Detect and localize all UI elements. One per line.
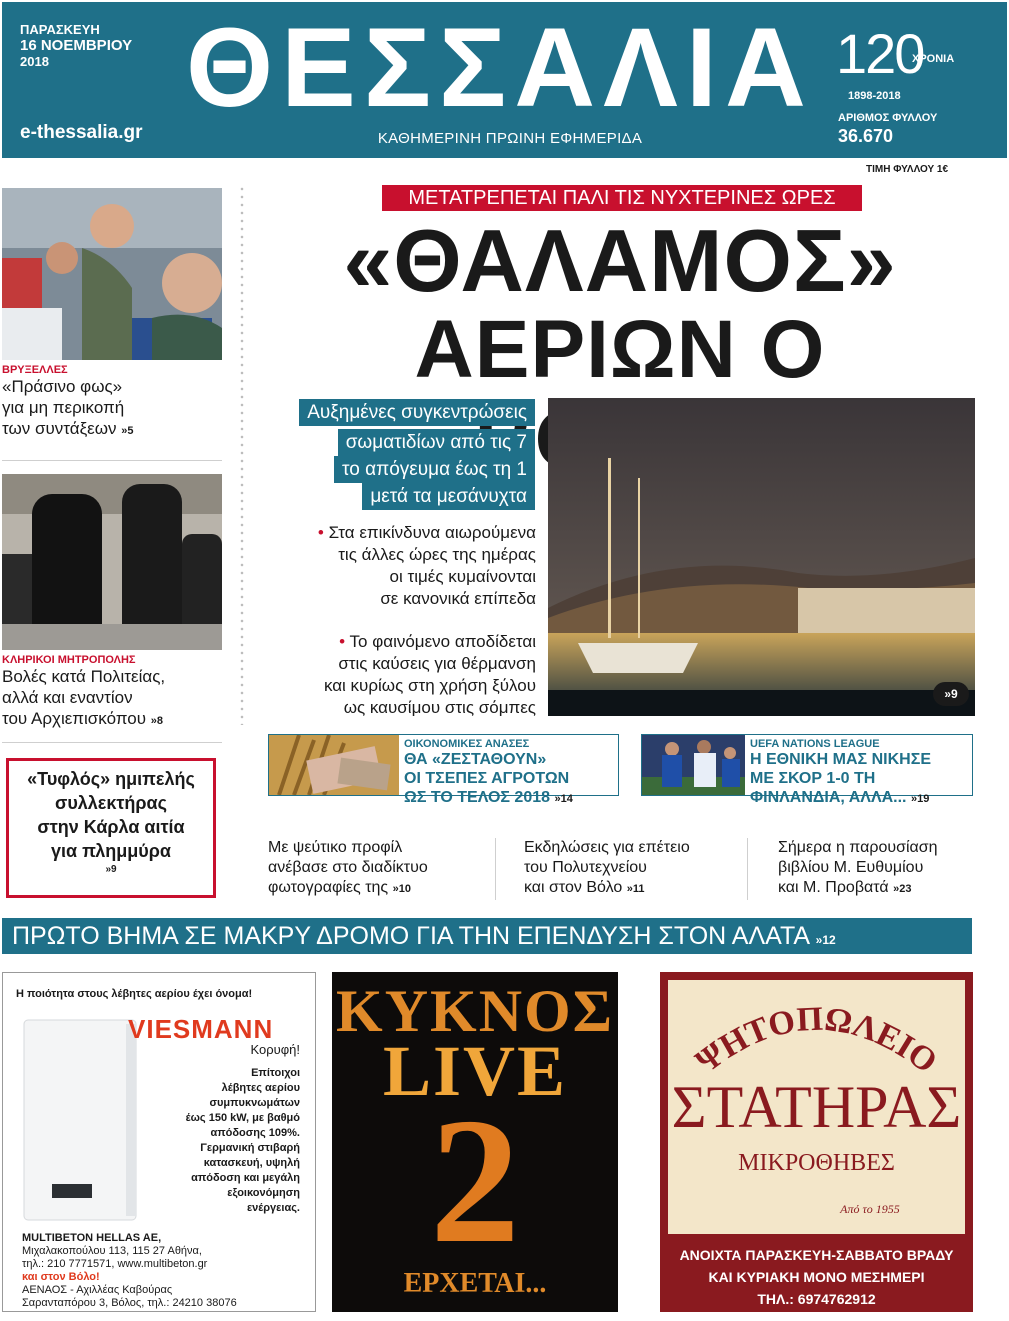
teaser-title-line [750, 788, 972, 809]
banner-alatas-investment[interactable] [2, 918, 972, 954]
anniversary-years: 1898-2018 [848, 90, 901, 102]
newspaper-logo: ΘΕΣΣΑΛΙΑ [186, 5, 814, 130]
brief-line [268, 878, 488, 899]
story-karla-collector[interactable] [6, 758, 216, 898]
ad-slogan: Κορυφή! [250, 1042, 300, 1057]
bullet-line: στις καύσεις για θέρμανση [338, 654, 536, 673]
pensioners-protest-photo[interactable] [2, 188, 222, 360]
teaser-kicker: ΟΙΚΟΝΟΜΙΚΕΣ ΑΝΑΣΕΣ [404, 738, 530, 750]
story-kicker: ΚΛΗΡΙΚΟΙ ΜΗΤΡΟΠΟΛΗΣ [2, 654, 136, 666]
ad-body-line: Γερμανική στιβαρή [200, 1142, 300, 1154]
kyknos-title: ΚΥΚΝΟΣ [336, 978, 614, 1044]
lead-strapline: ΜΕΤΑΤΡΕΠΕΤΑΙ ΠΑΛΙ ΤΙΣ ΝΥΧΤΕΡΙΝΕΣ ΩΡΕΣ [382, 185, 862, 211]
teaser-national-team-text [750, 738, 972, 809]
ad-volos: και στον Βόλο! [22, 1271, 100, 1283]
bullet-text: Στα επικίνδυνα αιωρούμενα [328, 523, 536, 542]
bullet-line: τις άλλες ώρες της ημέρας [338, 545, 536, 564]
issue-date [20, 22, 132, 70]
issue-year: 2018 [20, 54, 49, 69]
bullet-dot-icon: • [339, 632, 346, 651]
website-link[interactable]: e-thessalia.gr [20, 122, 143, 143]
story-clergy[interactable] [2, 654, 232, 732]
brief-line: Εκδηλώσεις για επέτειο [524, 839, 690, 856]
page-reference: »5 [121, 425, 134, 437]
boiler-product-image [22, 1018, 142, 1224]
ad-hours-line: ΚΑΙ ΚΥΡΙΑΚΗ ΜΟΝΟ ΜΕΣΗΜΕΡΙ [708, 1269, 925, 1285]
ad-viessmann-contact [22, 1232, 312, 1310]
story-kicker: ΒΡΥΞΕΛΛΕΣ [2, 364, 68, 376]
kyknos-coming: ΕΡΧΕΤΑΙ... [403, 1268, 547, 1299]
brief-text: και στον Βόλο [524, 879, 623, 896]
bullet-text: Το φαινόμενο αποδίδεται [349, 632, 536, 651]
story-line: για μη περικοπή [2, 398, 125, 417]
kyknos-number: 2 [430, 1081, 520, 1280]
story-line: Βολές κατά Πολιτείας, [2, 667, 166, 686]
brief-line [524, 878, 744, 899]
page-reference: »23 [893, 883, 912, 895]
story-line-text: των συντάξεων [2, 419, 117, 438]
divider [495, 838, 496, 900]
ad-viessmann-headline: Η ποιότητα στους λέβητες αερίου έχει όνομα! [16, 988, 253, 1000]
page-reference-badge[interactable]: »9 [933, 682, 969, 706]
teaser-title-text: ΦΙΝΛΑΝΔΙΑ, ΑΛΛΑ... [750, 789, 907, 806]
teaser-farmers-text [404, 738, 616, 809]
ad-arc-text: ΨΗΤΟΠΩΛΕΙΟ [689, 1000, 944, 1081]
lead-headline-line1[interactable]: «ΘΑΛΑΜΟΣ» [343, 211, 897, 310]
ad-viessmann-body [140, 1066, 300, 1216]
brief-line: Με ψεύτικο προφίλ [268, 839, 403, 856]
ad-dealer: ΑΕΝΑΟΣ - Αχιλλέας Καβούρας [22, 1284, 173, 1296]
box-line: στην Κάρλα αιτία [37, 817, 185, 837]
divider [2, 742, 222, 743]
box-line: συλλεκτήρας [55, 793, 167, 813]
teaser-title-line: ΘΑ «ΖΕΣΤΑΘΟΥΝ» [404, 751, 547, 768]
teaser-kicker: UEFA NATIONS LEAGUE [750, 738, 880, 750]
ad-stathras-place: ΜΙΚΡΟΘΗΒΕΣ [738, 1150, 895, 1176]
teaser-title-line: ΜΕ ΣΚΟΡ 1-0 ΤΗ [750, 770, 876, 787]
lead-headline-line2[interactable]: ΑΕΡΙΩΝ Ο [414, 304, 826, 395]
ad-body-line: λέβητες αερίου [221, 1082, 300, 1094]
wheat-money-photo [269, 735, 399, 795]
issue-day: ΠΑΡΑΣΚΕΥΗ [20, 22, 100, 37]
lead-deck-line: Αυξημένες συγκεντρώσεις [299, 399, 535, 426]
lead-deck-line: σωματιδίων από τις 7 [338, 429, 535, 456]
ad-stathras-name: ΣΤΑΤΗΡΑΣ [671, 1074, 962, 1140]
ad-body-line: έως 150 kW, με βαθμό [185, 1112, 300, 1124]
story-line-text: του Αρχιεπισκόπου [2, 709, 147, 728]
story-line [2, 708, 232, 732]
clergy-protest-photo[interactable] [2, 474, 222, 650]
anniversary-word: ΧΡΟΝΙΑ [912, 53, 955, 65]
bullet-line: και κυρίως στη χρήση ξύλου [323, 676, 536, 695]
ad-stathras-hours [660, 1244, 973, 1310]
page-reference: »8 [150, 715, 164, 727]
ad-body-line: εξοικονόμηση [227, 1187, 300, 1199]
football-players-photo [642, 735, 745, 795]
ad-hours-line: ΑΝΟΙΧΤΑ ΠΑΡΑΣΚΕΥΗ-ΣΑΒΒΑΤΟ ΒΡΑΔΥ [679, 1247, 954, 1263]
ad-body-line: απόδοσης 109%. [210, 1127, 300, 1139]
issue-day-month: 16 ΝΟΕΜΒΡΙΟΥ [20, 37, 133, 54]
ad-address: Μιχαλακοπούλου 113, 115 27 Αθήνα, [22, 1245, 202, 1257]
brief-text: φωτογραφίες της [268, 879, 389, 896]
teaser-title-line: Η ΕΘΝΙΚΗ ΜΑΣ ΝΙΚΗΣΕ [750, 751, 931, 768]
kyknos-live: LIVE [382, 1031, 568, 1111]
ad-body-line: ενέργειας. [246, 1202, 300, 1214]
page-reference: »11 [626, 883, 645, 895]
svg-text:ΨΗΤΟΠΩΛΕΙΟ [689, 1001, 943, 1081]
brief-polytechnic[interactable] [524, 838, 744, 899]
divider [747, 838, 748, 900]
volos-night-photo[interactable] [548, 398, 975, 716]
brief-line [778, 878, 978, 899]
ad-body-line: απόδοση και μεγάλη [191, 1172, 300, 1184]
bullet-line [262, 631, 536, 653]
teaser-title-line [404, 788, 616, 809]
page-reference: »14 [554, 793, 573, 805]
page-reference: »19 [910, 793, 930, 805]
teaser-title-text: ΩΣ ΤΟ ΤΕΛΟΣ 2018 [404, 789, 551, 806]
viessmann-logo: VIESMANN [128, 1014, 274, 1044]
box-line: για πλημμύρα [51, 841, 171, 861]
ad-body-line: Επίτοιχοι [251, 1067, 300, 1079]
bullet-line: σε κανονικά επίπεδα [380, 589, 536, 608]
divider [2, 460, 222, 461]
brief-line: ανέβασε στο διαδίκτυο [268, 859, 428, 876]
ad-dealer-address: Σαρανταπόρου 3, Βόλος, τηλ.: 24210 38076 [22, 1297, 237, 1309]
lead-deck-line: μετά τα μεσάνυχτα [362, 483, 535, 510]
ad-stathras-since: Από το 1955 [840, 1202, 900, 1216]
lead-bullet-2 [262, 631, 536, 719]
ad-phone: ΤΗΛ.: 6974762912 [757, 1291, 876, 1307]
brief-fake-profile[interactable] [268, 838, 488, 899]
bullet-line: ως καυσίμου στις σόμπες [343, 698, 536, 717]
page-reference: »9 [105, 864, 117, 875]
ad-body-line: κατασκευή, υψηλή [203, 1157, 300, 1169]
lead-deck-line: το απόγευμα έως τη 1 [334, 456, 535, 483]
newspaper-tagline: ΚΑΘΗΜΕΡΙΝΗ ΠΡΩΙΝΗ ΕΦΗΜΕΡΙΔΑ [377, 130, 643, 147]
bullet-line [262, 522, 536, 544]
ad-phone-web: τηλ.: 210 7771571, www.multibeton.gr [22, 1258, 208, 1270]
box-line: «Τυφλός» ημιπελής [27, 769, 195, 789]
teaser-title-line: ΟΙ ΤΣΕΠΕΣ ΑΓΡΟΤΩΝ [404, 770, 570, 787]
lead-bullet-1 [262, 522, 536, 610]
story-pensions[interactable] [2, 364, 222, 442]
page-reference: »12 [815, 933, 836, 947]
ad-body-line: συμπυκνωμάτων [209, 1097, 300, 1109]
bullet-dot-icon: • [317, 523, 324, 542]
story-line: «Πράσινο φως» [2, 377, 123, 396]
anniversary-number: 120 [836, 22, 924, 85]
brief-book-presentation[interactable] [778, 838, 978, 899]
story-line [2, 418, 222, 442]
issue-number-label: ΑΡΙΘΜΟΣ ΦΥΛΛΟΥ [838, 112, 938, 124]
bullet-line: οι τιμές κυμαίνονται [389, 567, 536, 586]
ad-company: MULTIBETON HELLAS AE, [22, 1232, 162, 1244]
page-reference: »10 [392, 883, 411, 895]
brief-text: και Μ. Προβατά [778, 879, 889, 896]
brief-line: Σήμερα η παρουσίαση [778, 839, 938, 856]
issue-price: ΤΙΜΗ ΦΥΛΛΟΥ 1€ [866, 164, 949, 175]
brief-line: βιβλίου Μ. Ευθυμίου [778, 859, 924, 876]
issue-number: 36.670 [838, 126, 894, 146]
brief-line: του Πολυτεχνείου [524, 859, 647, 876]
dotted-column-rule [238, 185, 246, 725]
banner-text: ΠΡΩΤΟ ΒΗΜΑ ΣΕ ΜΑΚΡΥ ΔΡΟΜΟ ΓΙΑ ΤΗΝ ΕΠΕΝΔΥΣΗ ΣΤΟΝ ΑΛΑΤΑ [12, 922, 809, 950]
story-line: αλλά και εναντίον [2, 688, 133, 707]
